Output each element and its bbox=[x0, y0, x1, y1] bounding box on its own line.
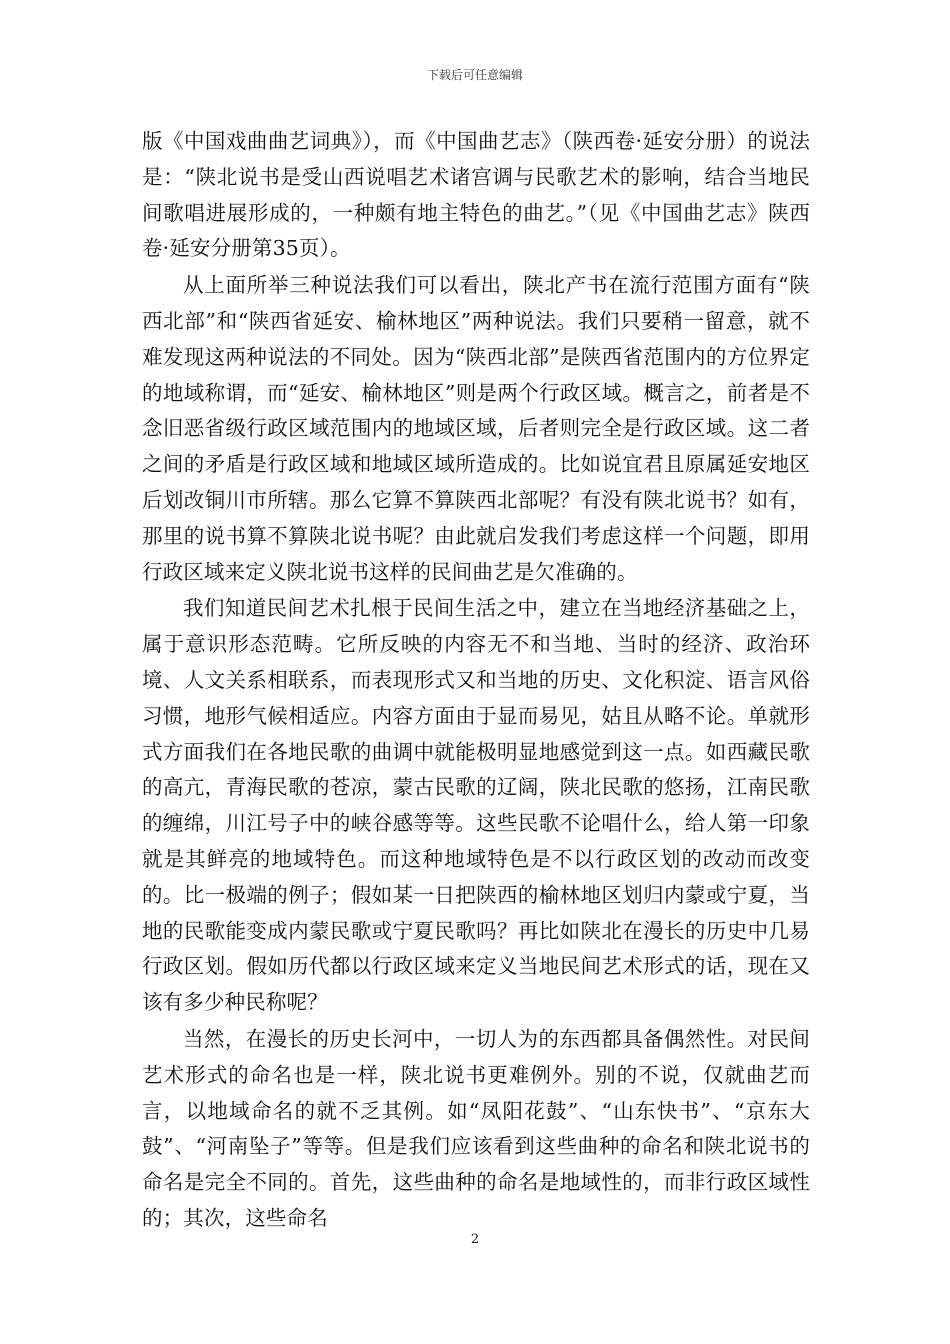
paragraph-3: 我们知道民间艺术扎根于民间生活之中，建立在当地经济基础之上，属于意识形态范畴。它所反映的内容无不和当地、当时的经济、政治环境、人文关系相联系，而表现形式又和当地的历史、文化积淀、语言风俗习惯，地形气候相适应。内容方面由于显而易见，姑且从略不论。单就形式方面我们在各地民歌的曲调中就能极明显地感觉到这一点。如西藏民歌的高亢，青海民歌的苍凉，蒙古民歌的辽阔，陕北民歌的悠扬，江南民歌的缠绵，川江号子中的峡谷感等等。这些民歌不论唱什么，给人第一印象就是其鲜亮的地域特色。而这种地域特色是不以行政区划的改动而改变的。比一极端的例子；假如某一日把陕西的榆林地区划归内蒙或宁夏，当地的民歌能变成内蒙民歌或宁夏民歌吗？再比如陕北在漫长的历史中几易行政区划。假如历代都以行政区域来定义当地民间艺术形式的话，现在又该有多少种民称呢？ bbox=[142, 596, 810, 1015]
page-header: 下载后可任意编辑 bbox=[426, 68, 523, 82]
page-number: 2 bbox=[470, 1232, 480, 1247]
paragraph-1: 版《中国戏曲曲艺词典》），而《中国曲艺志》（陕西卷·延安分册）的说法是：“陕北说书是受山西说唱艺术诸宫调与民歌艺术的影响，结合当地民间歌唱进展形成的，一种颇有地主特色的曲艺。”（见《中国曲艺志》陕西卷·延安分册第35页）。 bbox=[142, 129, 810, 261]
paragraph-2: 从上面所举三种说法我们可以看出，陕北产书在流行范围方面有“陕西北部”和“陕西省延安、榆林地区”两种说法。我们只要稍一留意，就不难发现这两种说法的不同处。因为“陕西北部”是陕西省范围内的方位界定的地域称谓，而“延安、榆林地区”则是两个行政区域。概言之，前者是不念旧恶省级行政区域范围内的地域区域，后者则完全是行政区域。这二者之间的矛盾是行政区域和地域区域所造成的。比如说宜君且原属延安地区后划改铜川市所辖。那么它算不算陕西北部呢？有没有陕北说书？如有，那里的说书算不算陕北说书呢？由此就启发我们考虑这样一个问题，即用行政区域来定义陕北说书这样的民间曲艺是欠准确的。 bbox=[142, 273, 810, 584]
document-body bbox=[142, 124, 810, 1237]
paragraph-4: 当然，在漫长的历史长河中，一切人为的东西都具备偶然性。对民间艺术形式的命名也是一样，陕北说书更难例外。别的不说，仅就曲艺而言，以地域命名的就不乏其例。如“凤阳花鼓”、“山东快书”、“京东大鼓”、“河南坠子”等等。但是我们应该看到这些曲种的命名和陕北说书的命名是完全不同的。首先，这些曲种的命名是地域性的，而非行政区域性的；其次，这些命名 bbox=[142, 1026, 810, 1230]
